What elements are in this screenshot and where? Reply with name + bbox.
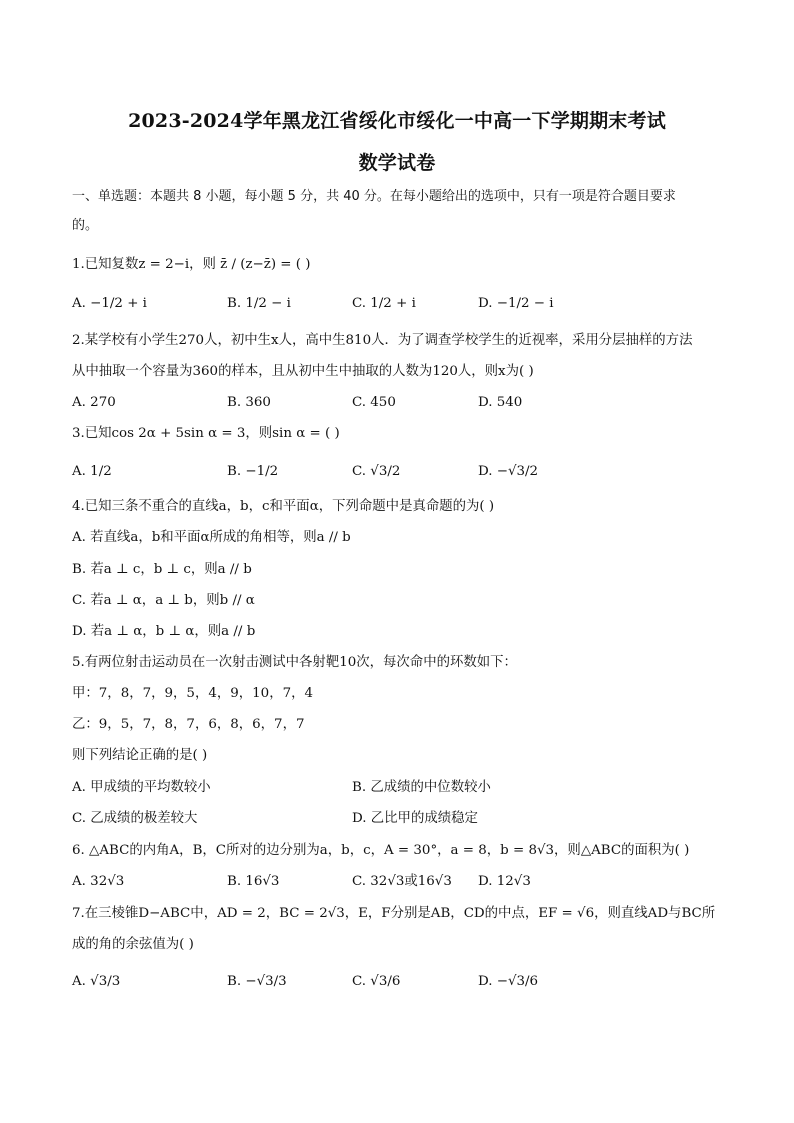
q5-option-a: A. 甲成绩的平均数较小 [72, 780, 211, 795]
q3-option-d: D. −√3/2 [478, 464, 539, 479]
q4-option-d: D. 若a ⊥ α，b ⊥ α，则a // b [72, 624, 256, 639]
q7-stem-line2: 成的角的余弦值为( ) [72, 937, 194, 952]
q6-option-b: B. 16√3 [227, 874, 280, 889]
q4-option-a: A. 若直线a，b和平面α所成的角相等，则a // b [72, 530, 351, 545]
q3-option-c: C. √3/2 [352, 464, 401, 479]
q5-option-b: B. 乙成绩的中位数较小 [352, 780, 491, 795]
section-heading-cont: 的。 [72, 218, 99, 233]
q2-option-d: D. 540 [478, 395, 523, 410]
q4-stem: 4.已知三条不重合的直线a，b，c和平面α，下列命题中是真命题的为( ) [72, 499, 495, 514]
q6-option-d: D. 12√3 [478, 874, 531, 889]
q5-yi-scores: 乙：9，5，7，8，7，6，8，6，7，7 [72, 717, 305, 732]
q2-option-a: A. 270 [72, 395, 116, 410]
q4-option-c: C. 若a ⊥ α，a ⊥ b，则b // α [72, 593, 255, 608]
q1-option-c: C. 1/2 + i [352, 296, 416, 311]
exam-title: 2023-2024学年黑龙江省绥化市绥化一中高一下学期期末考试 [128, 110, 666, 132]
q2-option-c: C. 450 [352, 395, 396, 410]
q1-stem: 1.已知复数z = 2−i，则 z̄ / (z−z̄) = ( ) [72, 257, 311, 272]
q7-option-d: D. −√3/6 [478, 974, 539, 989]
section-heading: 一、单选题：本题共 8 小题，每小题 5 分，共 40 分。在每小题给出的选项中，只有一项是符合题目要求 [72, 189, 676, 204]
exam-subtitle: 数学试卷 [358, 152, 436, 174]
q7-option-b: B. −√3/3 [227, 974, 287, 989]
q2-option-b: B. 360 [227, 395, 271, 410]
q3-option-b: B. −1/2 [227, 464, 279, 479]
q1-option-d: D. −1/2 − i [478, 296, 554, 311]
q5-option-d: D. 乙比甲的成绩稳定 [352, 811, 478, 826]
q6-stem: 6. △ABC的内角A，B，C所对的边分别为a，b，c，A = 30°，a = 8，b = 8√3，则△ABC的面积为( ) [72, 843, 690, 858]
q6-option-c: C. 32√3或16√3 [352, 874, 452, 889]
q5-stem: 5.有两位射击运动员在一次射击测试中各射靶10次，每次命中的环数如下： [72, 655, 517, 670]
q5-ask: 则下列结论正确的是( ) [72, 748, 208, 763]
q7-option-c: C. √3/6 [352, 974, 401, 989]
q5-option-c: C. 乙成绩的极差较大 [72, 811, 198, 826]
q1-option-b: B. 1/2 − i [227, 296, 291, 311]
q6-option-a: A. 32√3 [72, 874, 125, 889]
q3-option-a: A. 1/2 [72, 464, 112, 479]
q5-jia-scores: 甲：7，8，7，9，5，4，9，10，7，4 [72, 686, 314, 701]
q1-option-a: A. −1/2 + i [72, 296, 147, 311]
q4-option-b: B. 若a ⊥ c，b ⊥ c，则a // b [72, 562, 252, 577]
q2-stem-line2: 从中抽取一个容量为360的样本，且从初中生中抽取的人数为120人，则x为( ) [72, 364, 534, 379]
q7-stem-line1: 7.在三棱锥D−ABC中，AD = 2，BC = 2√3，E，F分别是AB，CD的中点，EF = √6，则直线AD与BC所 [72, 906, 716, 921]
q3-stem: 3.已知cos 2α + 5sin α = 3，则sin α = ( ) [72, 426, 340, 441]
q7-option-a: A. √3/3 [72, 974, 121, 989]
q2-stem-line1: 2.某学校有小学生270人，初中生x人，高中生810人．为了调查学校学生的近视率，采用分层抽样的方法 [72, 333, 693, 348]
